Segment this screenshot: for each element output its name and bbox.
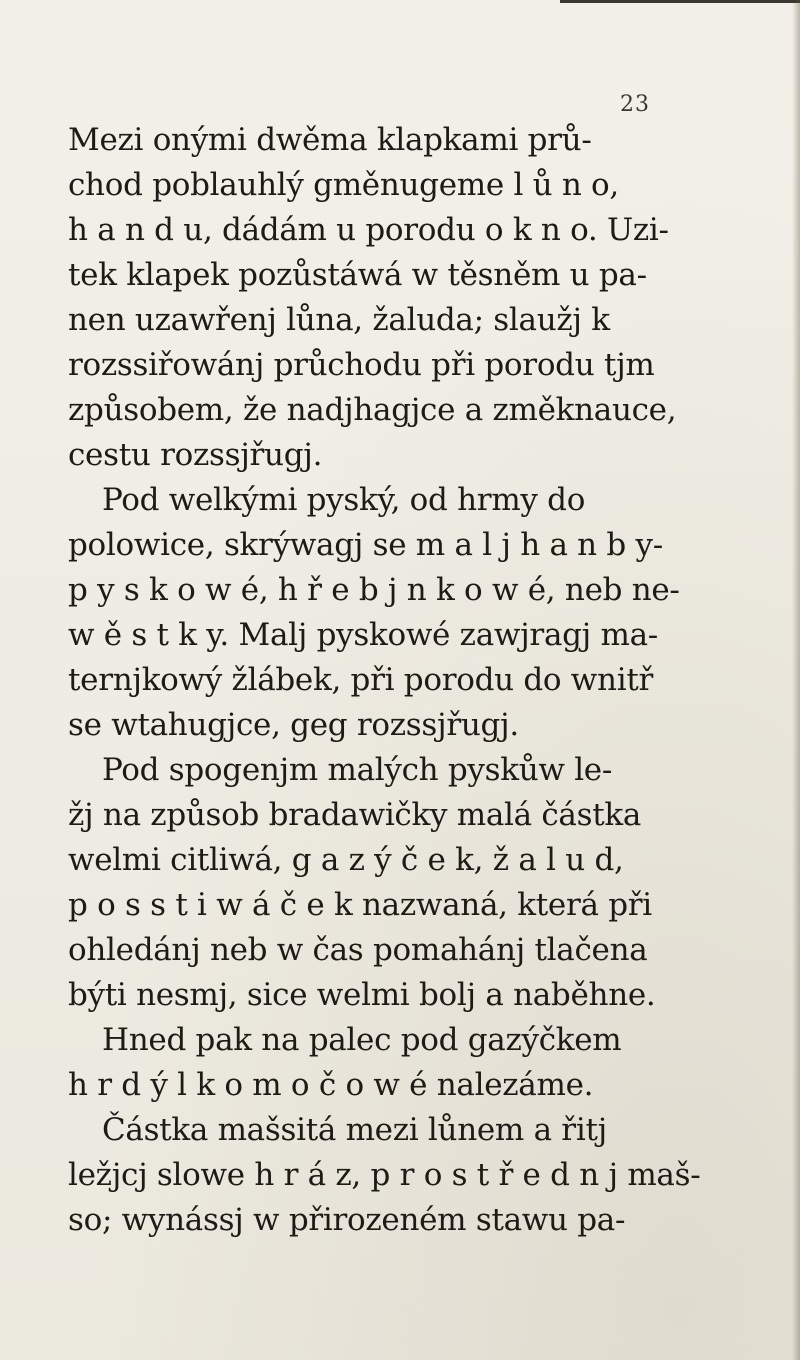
text-line: nen uzawřenj lůna, žaluda; slaužj k	[68, 302, 610, 338]
text-line: polowice, skrýwagj se m a l j h a n b y-	[68, 527, 663, 563]
text-line: způsobem, že nadjhagjce a změknauce,	[68, 392, 677, 428]
text-line: ležjcj slowe h r á z, p r o s t ř e d n j maš-	[68, 1157, 701, 1193]
text-line: býti nesmj, sice welmi bolj a naběhne.	[68, 977, 656, 1013]
page-number: 23	[620, 92, 650, 117]
text-line: ternjkowý žlábek, při porodu do wnitř	[68, 662, 653, 698]
text-line: rozssiřowánj průchodu při porodu tjm	[68, 347, 655, 383]
text-line: p o s s t i w á č e k nazwaná, která při	[68, 887, 652, 923]
text-line: žj na způsob bradawičky malá částka	[68, 797, 642, 833]
text-line: h a n d u, dádám u porodu o k n o. Uzi-	[68, 212, 669, 248]
text-line: w ě s t k y. Malj pyskowé zawjragj ma-	[68, 617, 658, 653]
text-line: se wtahugjce, geg rozssjřugj.	[68, 707, 519, 743]
text-line: tek klapek pozůstáwá w těsněm u pa-	[68, 257, 647, 293]
body-text	[68, 118, 708, 1243]
text-line: ohledánj neb w čas pomahánj tlačena	[68, 932, 648, 968]
text-line: so; wynássj w přirozeném stawu pa-	[68, 1202, 626, 1238]
text-line: Částka mašsitá mezi lůnem a řitj	[102, 1112, 607, 1148]
scan-edge-shadow	[792, 0, 800, 1360]
text-line: welmi citliwá, g a z ý č e k, ž a l u d,	[68, 842, 624, 878]
text-line: Pod spogenjm malých pyskůw le-	[102, 752, 613, 788]
text-line: p y s k o w é, h ř e b j n k o w é, neb ne-	[68, 572, 680, 608]
text-line: chod poblauhlý gměnugeme l ů n o,	[68, 167, 619, 203]
text-line: cestu rozssjřugj.	[68, 437, 323, 473]
scan-edge-top	[560, 0, 800, 3]
text-line: Hned pak na palec pod gazýčkem	[102, 1022, 622, 1058]
text-line: Mezi onými dwěma klapkami prů-	[68, 122, 592, 158]
text-line: Pod welkými pyský, od hrmy do	[102, 482, 586, 518]
text-line: h r d ý l k o m o č o w é nalezáme.	[68, 1067, 594, 1103]
